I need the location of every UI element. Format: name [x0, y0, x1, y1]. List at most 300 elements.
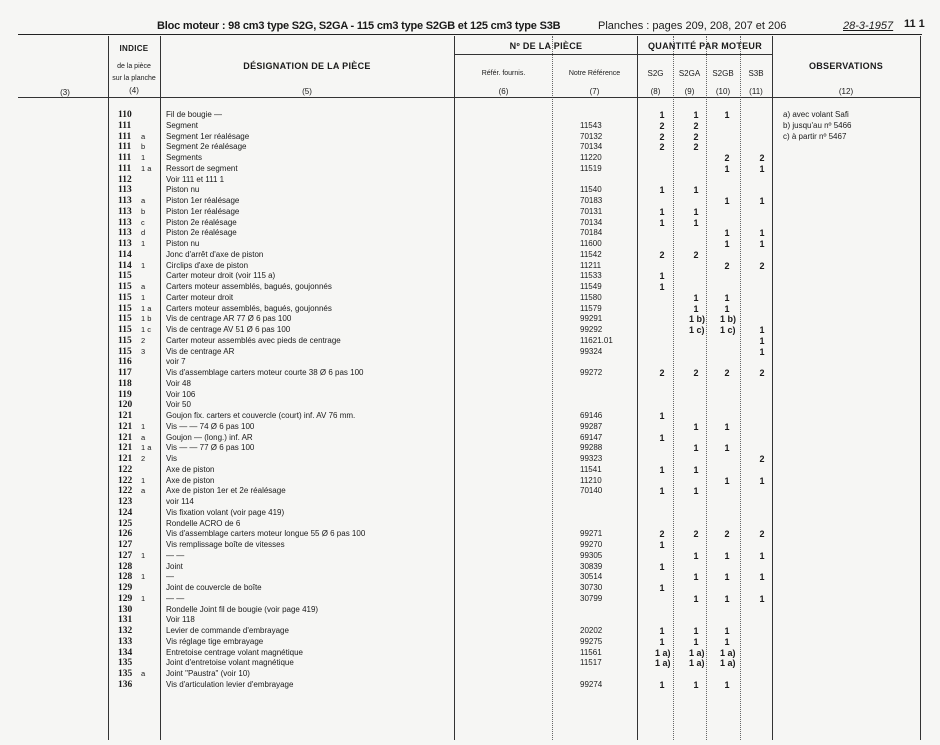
- indice-suffix-cell: 1: [141, 475, 146, 485]
- indice-suffix-cell: b: [141, 206, 146, 216]
- qty-s3b-cell: 1: [759, 593, 765, 604]
- table-row: [0, 379, 940, 390]
- designation-cell: Goujon fix. carters et couvercle (court) inf. AV 76 mm.: [166, 411, 356, 420]
- qty-s2g-cell: 1: [659, 185, 665, 196]
- qty-s2ga-cell: 1: [693, 572, 699, 583]
- notre-reference-cell: 11561: [580, 647, 602, 657]
- s2g-header: S2G: [647, 69, 664, 78]
- col9-number: (9): [684, 87, 695, 96]
- qty-s2ga-cell: 1: [693, 217, 699, 228]
- qty-s2ga-cell: 1: [693, 486, 699, 497]
- indice-cell: 115: [118, 314, 132, 325]
- notre-reference-cell: 99271: [580, 529, 603, 539]
- qty-s2g-cell: 1: [659, 411, 665, 421]
- document-date: 28-3-1957: [843, 20, 894, 32]
- qty-s2gb-cell: 1 a): [720, 647, 736, 658]
- indice-cell: 121: [118, 443, 133, 454]
- indice-cell: 135: [118, 658, 133, 669]
- s3b-header: S3B: [748, 69, 764, 78]
- qty-s2g-cell: 1: [659, 217, 665, 228]
- table-row: [0, 411, 940, 422]
- qty-s3b-cell: 2: [759, 153, 765, 163]
- notre-reference-cell: 11580: [580, 292, 602, 302]
- indice-cell: 129: [118, 593, 133, 604]
- table-row: [0, 562, 940, 573]
- col5-number: (5): [302, 87, 312, 96]
- indice-cell: 115: [118, 335, 132, 346]
- qty-s2gb-cell: 1: [724, 228, 730, 239]
- qty-s2ga-cell: 1 b): [689, 314, 706, 325]
- indice-cell: 112: [118, 174, 132, 185]
- indice-suffix-cell: a: [141, 131, 146, 141]
- indice-cell: 114: [118, 260, 132, 271]
- qty-s3b-cell: 1: [759, 475, 765, 486]
- designation-cell: — —: [166, 593, 185, 603]
- notre-reference-cell: 99305: [580, 550, 603, 560]
- qty-s2g-cell: 1: [659, 561, 665, 572]
- indice-cell: 135: [118, 669, 133, 679]
- notre-reference-cell: 99274: [580, 679, 603, 689]
- col8-number: (8): [650, 87, 661, 96]
- indice-subheader: sur la planche: [112, 75, 156, 82]
- indice-subheader: de la pièce: [117, 63, 151, 70]
- designation-cell: Fil de bougie —: [166, 110, 223, 119]
- table-row: [0, 422, 940, 433]
- indice-cell: 117: [118, 368, 132, 378]
- indice-cell: 126: [118, 529, 133, 540]
- table-row: [0, 572, 940, 583]
- ref-fourn-header: Référ. fournis.: [481, 70, 526, 77]
- indice-suffix-cell: a: [141, 486, 146, 496]
- indice-cell: 111: [118, 131, 132, 142]
- notre-reference-cell: 99291: [580, 314, 603, 324]
- indice-cell: 115: [118, 346, 132, 357]
- qty-s2g-cell: 1: [659, 110, 665, 120]
- qty-s2gb-cell: 1: [724, 421, 730, 432]
- table-row: [0, 336, 940, 347]
- qty-s3b-cell: 2: [759, 368, 765, 378]
- indice-cell: 111: [118, 163, 132, 174]
- indice-suffix-cell: 1: [141, 292, 146, 302]
- indice-cell: 132: [118, 626, 133, 636]
- col7-number: (7): [589, 87, 600, 96]
- qty-s2g-cell: 1: [659, 206, 665, 217]
- designation-cell: Joint de couvercle de boîte: [166, 583, 262, 592]
- notre-reference-cell: 70140: [580, 486, 603, 496]
- table-row: [0, 626, 940, 637]
- qty-s2ga-cell: 2: [693, 529, 699, 540]
- qty-s2ga-cell: 1: [693, 593, 699, 604]
- indice-cell: 122: [118, 475, 133, 486]
- header-rule: [18, 34, 922, 35]
- indice-suffix-cell: 1 a: [141, 443, 152, 453]
- qty-s2ga-cell: 1: [693, 206, 699, 217]
- qty-s2ga-cell: 1: [693, 421, 699, 432]
- notre-reference-cell: 11211: [580, 260, 602, 270]
- document-title: Bloc moteur : 98 cm3 type S2G, S2GA - 115 cm3 type S2GB et 125 cm3 type S3B: [157, 20, 561, 32]
- notre-reference-cell: 11210: [580, 475, 602, 485]
- col6-number: (6): [498, 87, 509, 96]
- table-row: [0, 239, 940, 250]
- table-row: [0, 615, 940, 626]
- indice-cell: 113: [118, 217, 132, 228]
- notre-reference-cell: 99275: [580, 636, 603, 646]
- indice-cell: 122: [118, 464, 133, 475]
- indice-cell: 129: [118, 583, 133, 593]
- table-row: [0, 648, 940, 659]
- qty-s2g-cell: 1: [659, 271, 665, 282]
- qty-s2ga-cell: 2: [693, 131, 699, 142]
- qty-s2gb-cell: 1: [724, 443, 730, 454]
- qty-s2gb-cell: 1: [724, 475, 730, 486]
- indice-cell: 127: [118, 540, 133, 550]
- indice-suffix-cell: a: [141, 432, 146, 442]
- table-row: [0, 583, 940, 594]
- designation-cell: Vis de centrage AV 51 Ø 6 pas 100: [166, 325, 291, 334]
- indice-cell: 115: [118, 303, 132, 314]
- notre-reference-cell: 30514: [580, 572, 603, 582]
- indice-suffix-cell: b: [141, 142, 146, 152]
- qty-s2g-cell: 1: [659, 486, 665, 497]
- notre-reference-cell: 30730: [580, 583, 603, 592]
- notre-reference-cell: 99323: [580, 454, 603, 463]
- header-rule: [455, 54, 637, 55]
- qty-s2g-cell: 1: [659, 626, 665, 636]
- indice-cell: 128: [118, 561, 133, 572]
- qty-s2ga-cell: 1: [693, 636, 699, 647]
- table-row: [0, 121, 940, 132]
- indice-suffix-cell: 1 b: [141, 314, 152, 324]
- indice-cell: 116: [118, 357, 132, 368]
- qty-s2ga-cell: 1 c): [689, 325, 705, 335]
- designation-cell: Segment: [166, 120, 199, 130]
- notre-reference-cell: 11549: [580, 282, 602, 291]
- indice-cell: 121: [118, 454, 133, 464]
- indice-suffix-cell: c: [141, 217, 145, 227]
- designation-cell: Voir 50: [166, 400, 191, 410]
- table-row: [0, 357, 940, 368]
- table-row: [0, 261, 940, 272]
- qty-s2gb-cell: 2: [724, 529, 730, 540]
- qty-s2ga-cell: 2: [693, 142, 699, 153]
- indice-cell: 127: [118, 550, 133, 561]
- designation-cell: Axe de piston: [166, 475, 215, 485]
- qty-s2ga-cell: 1: [693, 464, 699, 475]
- table-row: [0, 390, 940, 401]
- notre-reference-cell: 11519: [580, 163, 602, 173]
- qty-s2gb-cell: 1: [724, 636, 730, 647]
- notre-reference-cell: 11541: [580, 464, 602, 474]
- indice-suffix-cell: 1: [141, 572, 146, 582]
- s2ga-header: S2GA: [678, 69, 701, 78]
- page-header: [0, 8, 940, 36]
- qty-s2ga-cell: 1: [693, 626, 699, 636]
- indice-suffix-cell: 2: [141, 335, 146, 345]
- table-row: [0, 271, 940, 282]
- table-row: [0, 368, 940, 379]
- qty-s2ga-cell: 1: [693, 292, 699, 303]
- table-row: [0, 196, 940, 207]
- table-row: [0, 486, 940, 497]
- table-row: [0, 465, 940, 476]
- designation-cell: Joint "Paustra" (voir 10): [166, 669, 250, 678]
- designation-cell: Vis d'assemblage carters moteur longue 55 Ø 6 pas 100: [166, 529, 366, 539]
- qty-s2g-cell: 2: [659, 142, 665, 153]
- page-number: 11 1: [904, 18, 925, 30]
- notre-reference-cell: 69146: [580, 411, 603, 420]
- qty-s2g-cell: 1 a): [655, 647, 671, 658]
- indice-suffix-cell: a: [141, 282, 146, 291]
- notre-reference-cell: 99270: [580, 540, 603, 549]
- indice-suffix-cell: 1: [141, 593, 146, 603]
- indice-suffix-cell: d: [141, 228, 146, 238]
- table-row: [0, 132, 940, 143]
- s2gb-header: S2GB: [712, 69, 734, 78]
- indice-suffix-cell: 1: [141, 239, 146, 248]
- table-row: [0, 400, 940, 411]
- qty-s2gb-cell: 1: [724, 679, 730, 690]
- qty-s2g-cell: 2: [659, 131, 665, 142]
- notre-reference-cell: 11579: [580, 303, 602, 313]
- indice-cell: 119: [118, 389, 132, 400]
- notre-reference-cell: 11543: [580, 120, 602, 130]
- designation-cell: voir 114: [166, 497, 194, 506]
- designation-cell: Rondelle Joint fil de bougie (voir page 419): [166, 604, 319, 614]
- designation-cell: Voir 118: [166, 615, 195, 625]
- designation-cell: Voir 48: [166, 378, 191, 388]
- table-row: [0, 443, 940, 454]
- indice-cell: 111: [118, 142, 132, 153]
- qty-s3b-cell: 1: [759, 325, 765, 335]
- indice-cell: 123: [118, 497, 133, 507]
- qty-s3b-cell: 1: [759, 228, 765, 239]
- notre-reference-cell: 11540: [580, 185, 602, 195]
- col4-number: (4): [129, 86, 139, 95]
- designation-cell: Carter moteur droit (voir 115 a): [166, 271, 276, 281]
- qty-s3b-cell: 1: [759, 550, 765, 561]
- observation-cell: a) avec volant Safi: [783, 110, 849, 119]
- indice-cell: 120: [118, 400, 133, 411]
- table-row: [0, 433, 940, 444]
- indice-cell: 113: [118, 206, 132, 217]
- qty-s2g-cell: 2: [659, 368, 665, 378]
- designation-cell: Carters moteur assemblés, bagués, goujonnés: [166, 282, 332, 291]
- table-row: [0, 605, 940, 616]
- qty-s2gb-cell: 1: [724, 593, 730, 604]
- table-row: [0, 669, 940, 680]
- qty-s2gb-cell: 1: [724, 292, 730, 303]
- table-row: [0, 282, 940, 293]
- table-row: [0, 293, 940, 304]
- indice-cell: 124: [118, 507, 133, 518]
- designation-cell: voir 7: [166, 357, 186, 367]
- table-row: [0, 250, 940, 261]
- table-row: [0, 153, 940, 164]
- notre-reference-cell: 30799: [580, 593, 603, 603]
- designation-cell: Rondelle ACRO de 6: [166, 518, 241, 528]
- indice-cell: 113: [118, 185, 132, 196]
- observation-cell: c) à partir nº 5467: [783, 131, 847, 141]
- planches-reference: Planches : pages 209, 208, 207 et 206: [598, 20, 787, 32]
- notre-reference-cell: 70183: [580, 196, 603, 205]
- col3-number: (3): [60, 88, 70, 97]
- designation-cell: Vis d'assemblage carters moteur courte 38 Ø 6 pas 100: [166, 368, 364, 377]
- designation-cell: Axe de piston: [166, 464, 215, 474]
- indice-cell: 113: [118, 196, 132, 206]
- notre-reference-cell: 20202: [580, 626, 603, 635]
- designation-cell: Jonc d'arrêt d'axe de piston: [166, 249, 264, 259]
- notre-reference-cell: 11517: [580, 658, 602, 668]
- indice-cell: 136: [118, 679, 133, 690]
- designation-cell: Vis remplissage boîte de vitesses: [166, 540, 285, 549]
- indice-suffix-cell: 1: [141, 550, 146, 560]
- designation-cell: Segment 1er réalésage: [166, 131, 250, 141]
- qty-s2ga-cell: 1: [693, 550, 699, 561]
- qty-s3b-cell: 1: [759, 572, 765, 583]
- table-row: [0, 637, 940, 648]
- table-row: [0, 325, 940, 336]
- designation-header: DÉSIGNATION DE LA PIÈCE: [243, 61, 371, 71]
- notre-ref-header: Notre Référence: [568, 70, 621, 77]
- table-row: [0, 142, 940, 153]
- indice-suffix-cell: 1: [141, 260, 146, 270]
- notre-reference-cell: 11220: [580, 153, 602, 162]
- header-bottom-rule: [18, 97, 920, 98]
- indice-cell: 115: [118, 292, 132, 303]
- designation-cell: Carter moteur droit: [166, 292, 234, 302]
- table-row: [0, 304, 940, 315]
- designation-cell: Vis — — 74 Ø 6 pas 100: [166, 421, 255, 431]
- designation-cell: Levier de commande d'embrayage: [166, 626, 289, 635]
- qty-s2gb-cell: 2: [724, 368, 730, 378]
- designation-cell: Piston 1er réalésage: [166, 196, 240, 205]
- indice-cell: 122: [118, 486, 133, 497]
- indice-cell: 114: [118, 249, 132, 260]
- designation-cell: Axe de piston 1er et 2e réalésage: [166, 486, 286, 496]
- num-piece-header: Nº DE LA PIÈCE: [509, 41, 583, 51]
- designation-cell: Piston 2e réalésage: [166, 228, 237, 238]
- notre-reference-cell: 70131: [580, 206, 603, 216]
- qty-s2gb-cell: 1 b): [720, 314, 737, 325]
- indice-suffix-cell: a: [141, 196, 146, 205]
- qty-s2gb-cell: 1: [724, 239, 730, 249]
- indice-cell: 111: [118, 120, 132, 131]
- designation-cell: Piston nu: [166, 239, 200, 248]
- designation-cell: Voir 111 et 111 1: [166, 174, 225, 184]
- notre-reference-cell: 11600: [580, 239, 602, 248]
- table-row: [0, 658, 940, 669]
- qty-s2gb-cell: 2: [724, 153, 730, 163]
- indice-cell: 115: [118, 271, 132, 282]
- qty-s2g-cell: 1: [659, 679, 665, 690]
- qty-s2ga-cell: 2: [693, 368, 699, 378]
- notre-reference-cell: 99288: [580, 443, 603, 453]
- qty-s2gb-cell: 1: [724, 626, 730, 636]
- qty-s2g-cell: 1: [659, 540, 665, 550]
- table-row: [0, 680, 940, 691]
- indice-cell: 121: [118, 421, 133, 432]
- table-row: [0, 218, 940, 229]
- table-row: [0, 551, 940, 562]
- indice-suffix-cell: 1 a: [141, 163, 152, 173]
- table-row: [0, 347, 940, 358]
- designation-cell: Vis — — 77 Ø 6 pas 100: [166, 443, 255, 453]
- notre-reference-cell: 99324: [580, 346, 603, 356]
- notre-reference-cell: 69147: [580, 432, 603, 442]
- table-row: [0, 519, 940, 530]
- qty-s2ga-cell: 1: [693, 110, 699, 120]
- table-row: [0, 175, 940, 186]
- designation-cell: Carters moteur assemblés, bagués, goujonnés: [166, 303, 332, 313]
- qty-s2g-cell: 2: [659, 529, 665, 540]
- indice-cell: 113: [118, 239, 132, 249]
- designation-cell: Piston nu: [166, 185, 200, 195]
- notre-reference-cell: 11621.01: [580, 335, 613, 345]
- qty-s3b-cell: 2: [759, 529, 765, 540]
- designation-cell: Piston 1er réalésage: [166, 206, 240, 216]
- table-row: [0, 314, 940, 325]
- indice-cell: 115: [118, 282, 132, 292]
- qty-s2g-cell: 1 a): [655, 658, 671, 669]
- qty-s3b-cell: 2: [759, 454, 765, 464]
- indice-cell: 113: [118, 228, 132, 239]
- quantite-header: QUANTITÉ PAR MOTEUR: [647, 41, 763, 51]
- notre-reference-cell: 30839: [580, 561, 603, 571]
- indice-suffix-cell: 3: [141, 346, 146, 356]
- indice-cell: 118: [118, 378, 132, 389]
- qty-s2gb-cell: 1 c): [720, 325, 736, 335]
- designation-cell: Vis de centrage AR: [166, 346, 235, 356]
- table-row: [0, 476, 940, 487]
- indice-cell: 134: [118, 647, 133, 658]
- table-row: [0, 508, 940, 519]
- indice-header: INDICE: [119, 44, 149, 53]
- qty-s2g-cell: 2: [659, 120, 665, 131]
- observations-header: OBSERVATIONS: [808, 61, 884, 71]
- qty-s2g-cell: 1: [659, 282, 665, 292]
- col12-number: (12): [838, 87, 854, 96]
- qty-s2ga-cell: 1: [693, 679, 699, 690]
- notre-reference-cell: 70132: [580, 131, 603, 141]
- header-rule: [638, 54, 772, 55]
- qty-s2ga-cell: 2: [693, 120, 699, 131]
- qty-s2gb-cell: 1: [724, 110, 730, 120]
- indice-cell: 125: [118, 518, 133, 529]
- qty-s2gb-cell: 1: [724, 550, 730, 561]
- table-row: [0, 164, 940, 175]
- designation-cell: Joint d'entretoise volant magnétique: [166, 658, 294, 668]
- col10-number: (10): [715, 87, 731, 96]
- qty-s3b-cell: 1: [759, 239, 765, 249]
- qty-s2ga-cell: 2: [693, 249, 699, 260]
- indice-cell: 128: [118, 572, 133, 583]
- qty-s2g-cell: 1: [659, 636, 665, 647]
- notre-reference-cell: 70134: [580, 142, 603, 152]
- table-row: [0, 207, 940, 218]
- designation-cell: Entretoise centrage volant magnétique: [166, 647, 303, 657]
- designation-cell: —: [166, 572, 174, 582]
- qty-s2ga-cell: 1 a): [689, 658, 705, 669]
- table-row: [0, 497, 940, 508]
- qty-s2ga-cell: 1: [693, 303, 699, 314]
- designation-cell: Vis réglage tige embrayage: [166, 636, 264, 646]
- designation-cell: Vis de centrage AR 77 Ø 6 pas 100: [166, 314, 292, 324]
- indice-suffix-cell: 1: [141, 153, 146, 162]
- indice-cell: 110: [118, 110, 132, 120]
- notre-reference-cell: 70184: [580, 228, 603, 238]
- qty-s3b-cell: 1: [759, 163, 765, 174]
- indice-suffix-cell: 1: [141, 421, 146, 431]
